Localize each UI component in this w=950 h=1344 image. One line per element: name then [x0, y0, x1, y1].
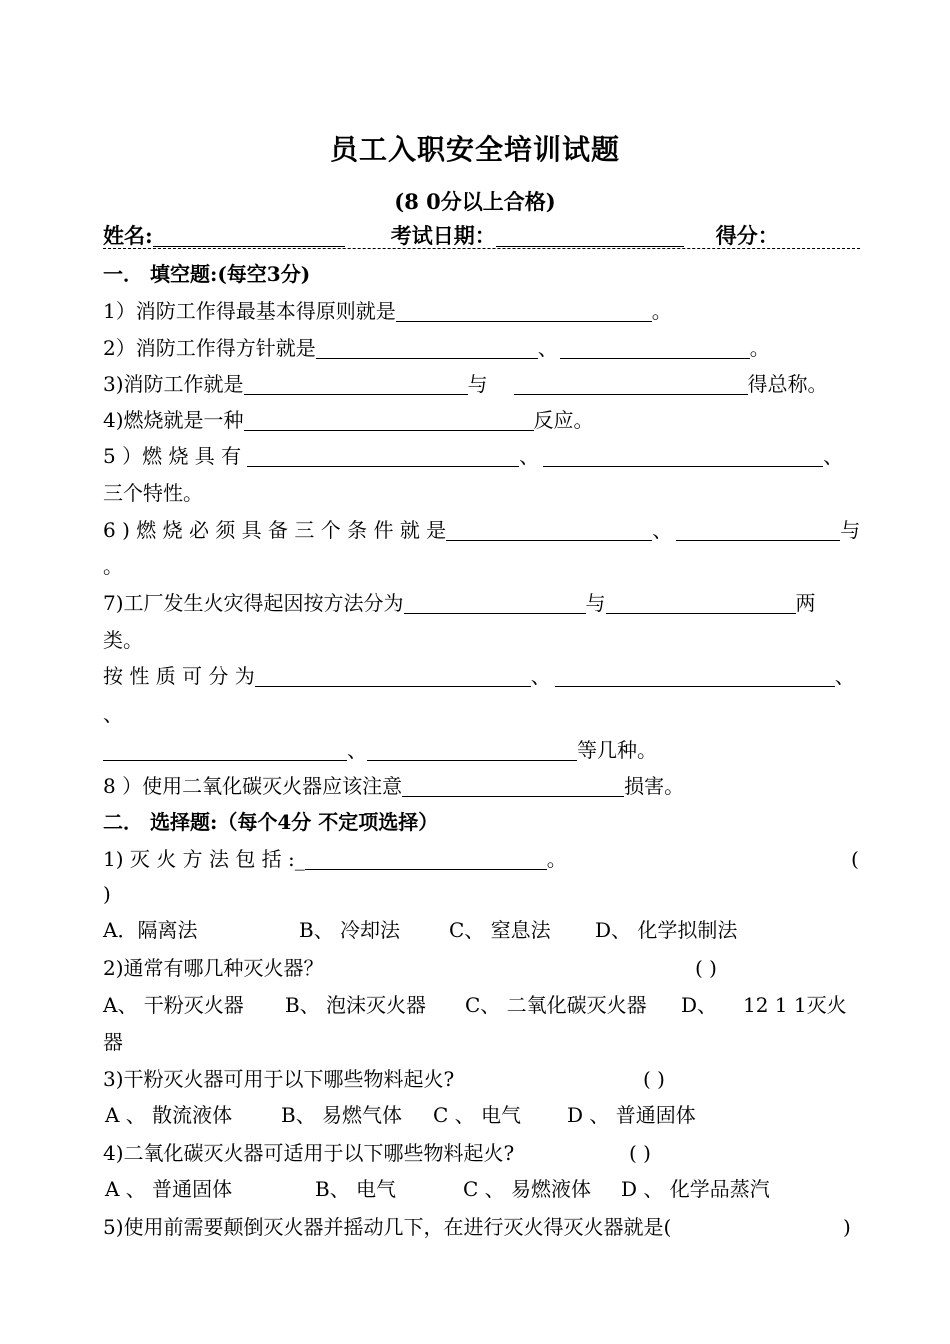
score-label: 得分：	[715, 223, 779, 248]
question-1-7: 7)工厂发生火灾得起因按方法分为 与 两	[103, 591, 816, 615]
question-1-1: 1）消防工作得最基本得原则就是 。	[103, 299, 672, 323]
option-b[interactable]: B、 电气	[315, 1177, 397, 1201]
section2-heading: 二． 选择题:（每个4分 不定项选择）	[103, 810, 439, 834]
answer-blank[interactable]	[676, 518, 840, 541]
question-1-7-end: 、 等几种。	[103, 736, 863, 764]
question-1-8: 8 ）使用二氧化碳灭火器应该注意 损害。	[103, 774, 685, 798]
answer-blank[interactable]	[514, 372, 748, 395]
question-2-1: 1) 灭 火 方 法 包 括 :_ 。 (	[103, 847, 859, 871]
question-1-7-comma: 、	[103, 702, 123, 726]
question-2-4: 4)二氧化碳灭火器可适用于以下哪些物料起火? ( )	[103, 1141, 651, 1165]
answer-blank[interactable]	[367, 738, 577, 761]
page-subtitle: (8 0分以上合格)	[394, 189, 556, 214]
answer-blank[interactable]	[244, 408, 534, 431]
answer-blank[interactable]	[402, 774, 624, 797]
answer-paren[interactable]: ( )	[629, 1141, 651, 1165]
section1-heading: 一． 填空题:(每空3分)	[103, 262, 311, 286]
option-b[interactable]: B、 易燃气体	[281, 1103, 403, 1127]
option-a[interactable]: A、 干粉灭火器	[103, 993, 244, 1017]
answer-paren[interactable]: ( )	[643, 1067, 665, 1091]
question-1-5-cont: 三个特性。	[103, 481, 203, 505]
answer-blank[interactable]	[396, 299, 652, 322]
question-1-7-nature: 按 性 质 可 分 为 、 、	[103, 664, 855, 688]
question-1-6-cont: 。	[103, 554, 123, 578]
date-label: 考试日期：	[390, 223, 496, 248]
date-blank[interactable]	[496, 224, 684, 247]
option-d-text: 12 1 1灭火	[743, 993, 847, 1017]
option-d[interactable]: D 、 化学品蒸汽	[621, 1177, 770, 1201]
answer-paren[interactable]: ( )	[695, 956, 717, 980]
question-1-5: 5 ）燃 烧 具 有 、 、	[103, 444, 844, 468]
option-d[interactable]: D、 化学拟制法	[595, 918, 738, 942]
answer-blank[interactable]	[103, 738, 347, 761]
name-blank[interactable]	[153, 224, 345, 247]
option-b[interactable]: B、 冷却法	[299, 918, 401, 942]
answer-blank[interactable]	[316, 336, 538, 359]
question-2-2: 2)通常有哪几种灭火器？ ( )	[103, 956, 717, 980]
question-2-1-close: )	[103, 882, 111, 906]
option-c[interactable]: C 、 电气	[433, 1103, 522, 1127]
answer-blank[interactable]	[446, 518, 652, 541]
option-b[interactable]: B、 泡沫灭火器	[285, 993, 427, 1017]
answer-blank[interactable]	[560, 336, 750, 359]
question-1-4: 4)燃烧就是一种 反应。	[103, 408, 594, 432]
page-title: 员工入职安全培训试题	[329, 133, 620, 166]
option-c[interactable]: C、 窒息法	[449, 918, 551, 942]
question-2-3: 3)干粉灭火器可用于以下哪些物料起火? ( )	[103, 1067, 665, 1091]
option-c[interactable]: C、 二氧化碳灭火器	[465, 993, 647, 1017]
answer-blank[interactable]	[247, 444, 519, 467]
option-d[interactable]: D、	[681, 993, 718, 1017]
option-d[interactable]: D 、 普通固体	[567, 1103, 696, 1127]
answer-paren[interactable]: )	[843, 1215, 851, 1239]
question-1-7-cont: 类。	[103, 628, 143, 652]
question-1-3: 3)消防工作就是 与 得总称。	[103, 372, 828, 396]
option-a[interactable]: A 、 散流液体	[105, 1103, 233, 1127]
answer-blank[interactable]	[555, 664, 835, 687]
question-1-6: 6 ) 燃 烧 必 须 具 备 三 个 条 件 就 是 、 与	[103, 518, 861, 542]
name-label: 姓名:	[103, 223, 153, 248]
answer-blank[interactable]	[404, 591, 586, 614]
question-2-2-cont: 器	[103, 1030, 123, 1054]
answer-blank[interactable]	[606, 591, 796, 614]
answer-blank[interactable]	[255, 664, 531, 687]
answer-blank[interactable]	[543, 444, 823, 467]
answer-paren[interactable]: (	[851, 847, 859, 871]
option-c[interactable]: C 、 易燃液体	[463, 1177, 592, 1201]
option-a[interactable]: A 、 普通固体	[105, 1177, 233, 1201]
option-a[interactable]: A．隔离法	[103, 918, 198, 942]
header-divider	[103, 248, 860, 249]
question-1-2: 2）消防工作得方针就是 、 。	[103, 336, 770, 360]
answer-blank[interactable]	[244, 372, 468, 395]
answer-blank[interactable]	[305, 847, 547, 870]
header-row	[103, 222, 863, 250]
question-2-5: 5)使用前需要颠倒灭火器并摇动几下，在进行灭火得灭火器就是( )	[103, 1215, 851, 1239]
